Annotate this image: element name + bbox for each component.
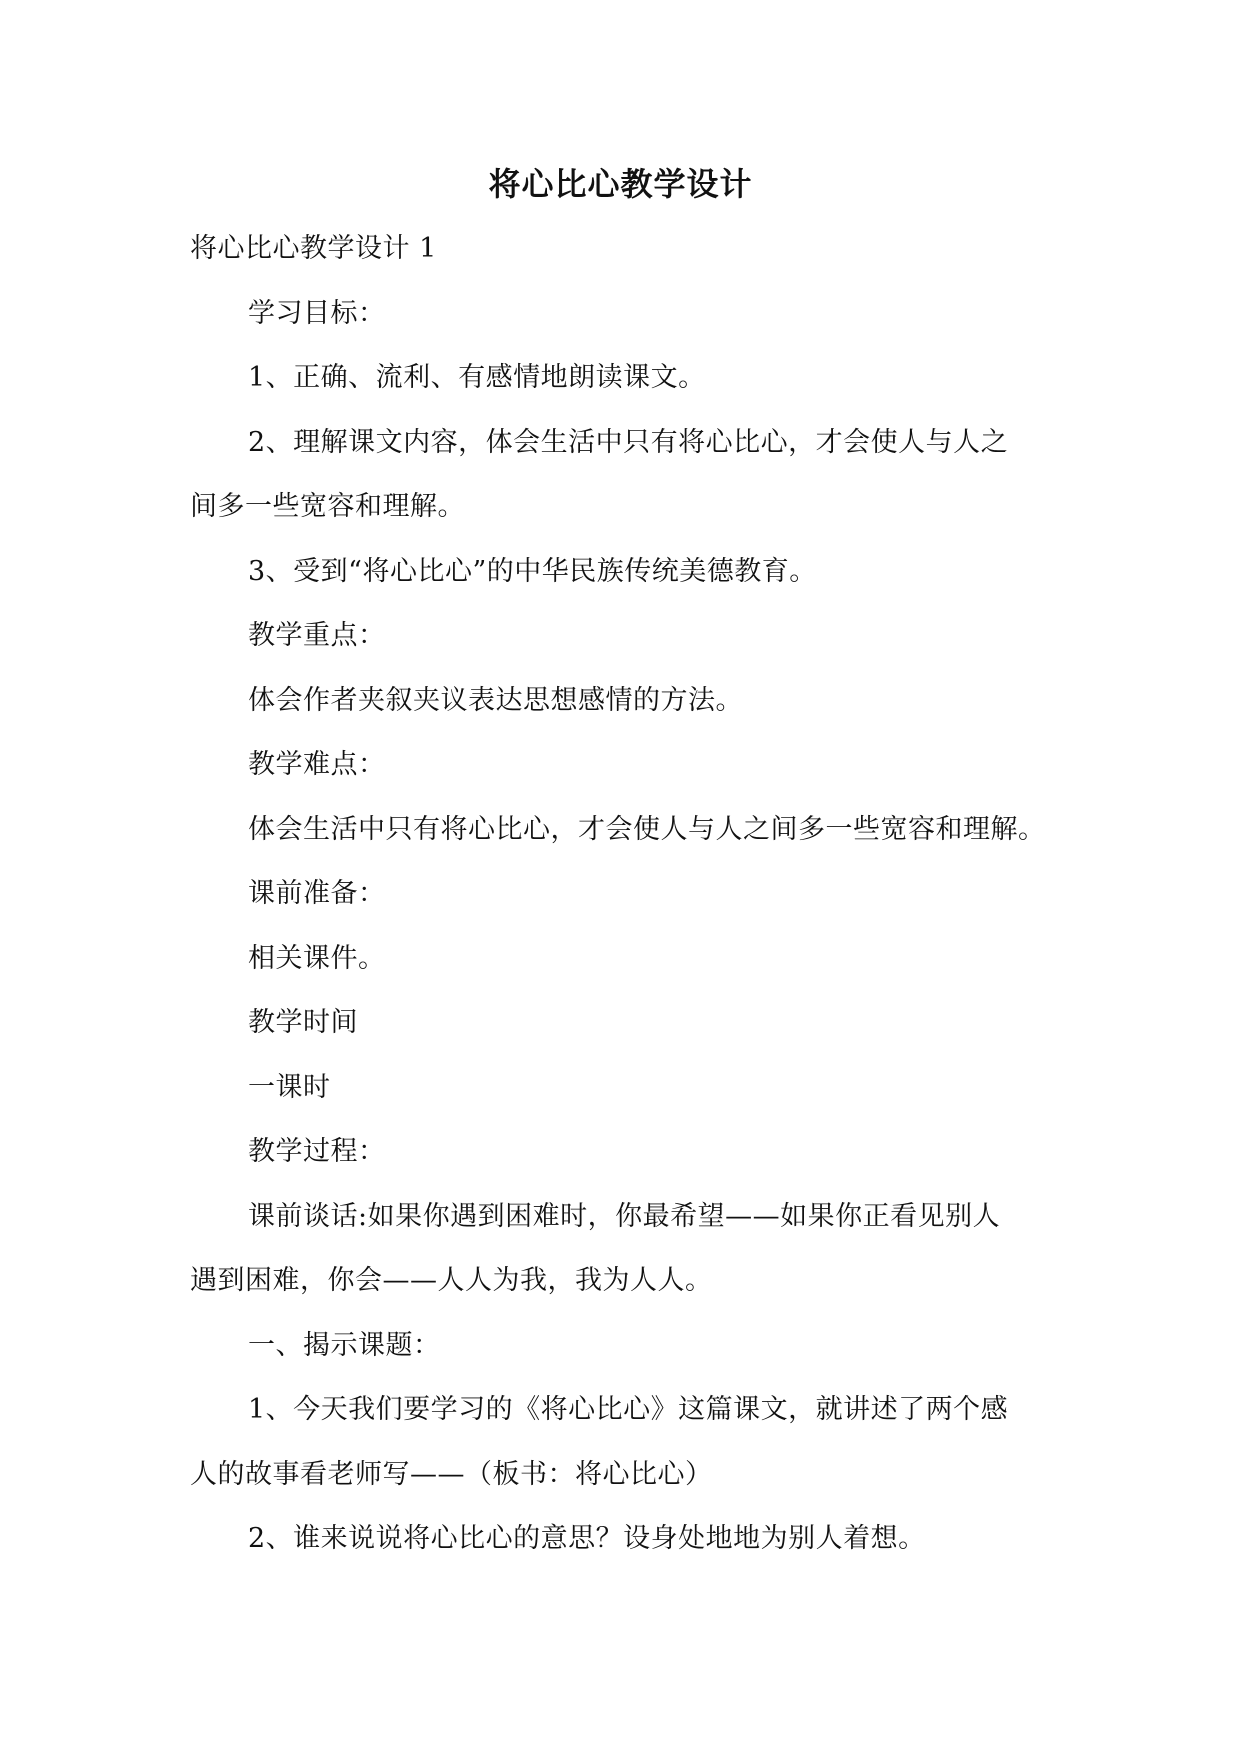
paragraph-line: 体会作者夹叙夹议表达思想感情的方法。 [248, 685, 743, 716]
paragraph-line: 间多一些宽容和理解。 [190, 491, 465, 522]
paragraph-line: 课前准备： [248, 878, 386, 909]
paragraph-line: 2、谁来说说将心比心的意思？设身处地地为别人着想。 [248, 1523, 926, 1554]
paragraph-line: 一课时 [248, 1072, 331, 1103]
paragraph-line: 教学时间 [248, 1007, 358, 1038]
paragraph-line: 一、揭示课题： [248, 1330, 441, 1361]
paragraph-line: 教学重点： [248, 620, 386, 651]
paragraph-line: 教学过程： [248, 1136, 386, 1167]
paragraph-line: 2、理解课文内容，体会生活中只有将心比心，才会使人与人之 [248, 427, 1009, 458]
paragraph-line: 体会生活中只有将心比心，才会使人与人之间多一些宽容和理解。 [248, 814, 1046, 845]
document-title: 将心比心教学设计 [488, 165, 753, 203]
paragraph-line: 人的故事看老师写——（板书：将心比心） [190, 1459, 713, 1490]
paragraph-line: 1、正确、流利、有感情地朗读课文。 [248, 362, 706, 393]
paragraph-line: 1、今天我们要学习的《将心比心》这篇课文，就讲述了两个感 [248, 1394, 1009, 1425]
section-heading: 将心比心教学设计 1 [190, 233, 437, 264]
paragraph-line: 教学难点： [248, 749, 386, 780]
paragraph-line: 相关课件。 [248, 943, 386, 974]
paragraph-line: 课前谈话:如果你遇到困难时，你最希望——如果你正看见别人 [248, 1201, 1001, 1232]
paragraph-line: 学习目标： [248, 298, 386, 329]
paragraph-line: 遇到困难，你会——人人为我，我为人人。 [190, 1265, 713, 1296]
paragraph-line: 3、受到“将心比心”的中华民族传统美德教育。 [248, 556, 817, 587]
